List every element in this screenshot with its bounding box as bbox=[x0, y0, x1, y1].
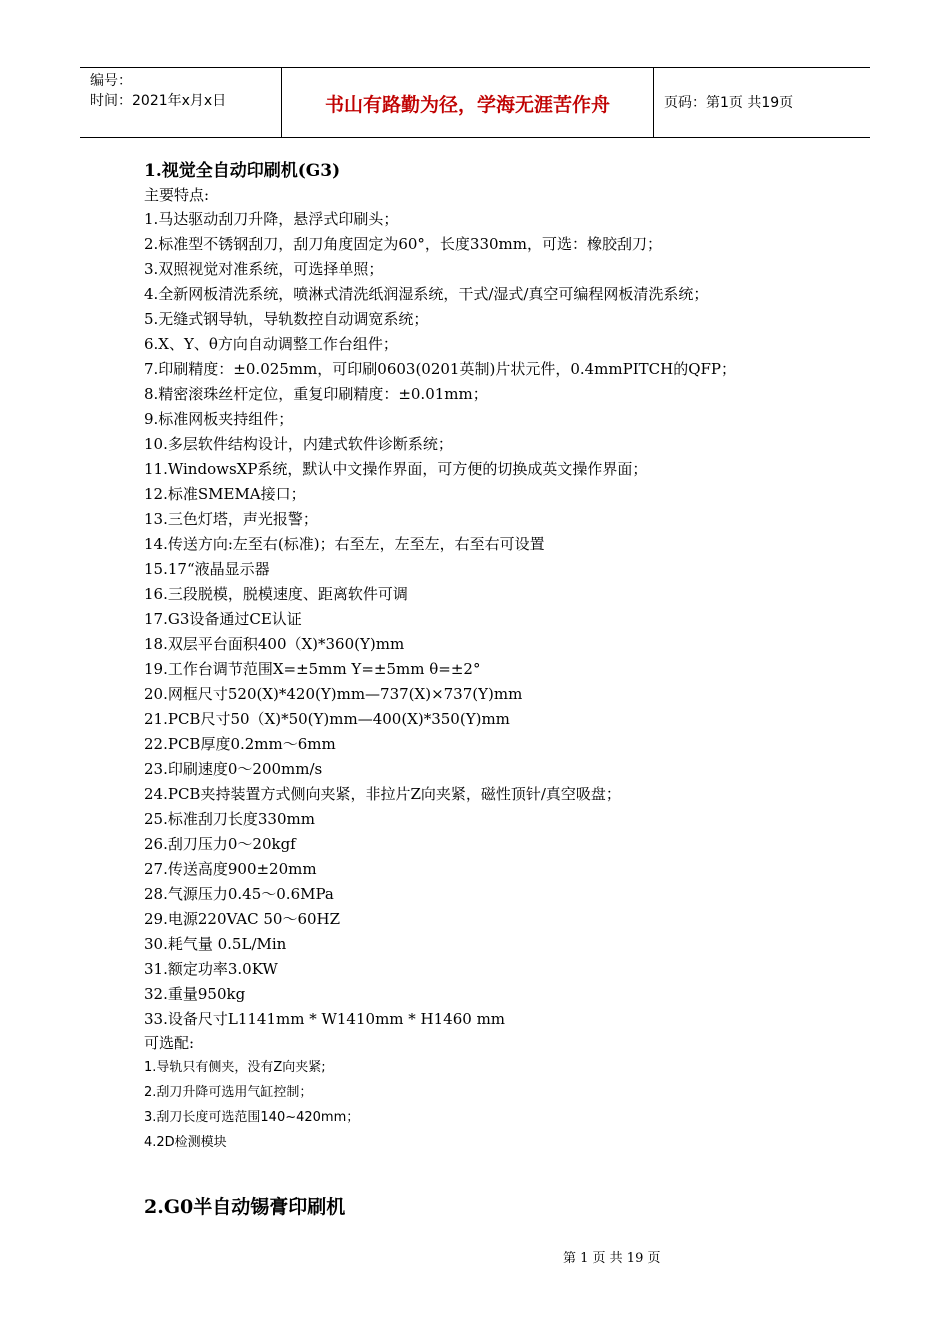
page-footer: 第 1 页 共 19 页 bbox=[563, 1251, 661, 1266]
option-item: 4.2D检测模块 bbox=[144, 1135, 227, 1150]
document-number-label: 编号： bbox=[90, 73, 132, 89]
option-item: 1.导轨只有侧夹，没有Z向夹紧; bbox=[144, 1060, 326, 1075]
feature-item: 3.双照视觉对准系统，可选择单照； bbox=[144, 260, 384, 278]
feature-item: 19.工作台调节范围X=±5mm Y=±5mm θ=±2° bbox=[144, 660, 481, 678]
options-list bbox=[144, 1055, 844, 1155]
feature-item: 8.精密滚珠丝杆定位，重复印刷精度：±0.01mm； bbox=[144, 385, 488, 403]
feature-item: 12.标准SMEMA接口； bbox=[144, 485, 306, 503]
feature-item: 16.三段脱模，脱模速度、距离软件可调 bbox=[144, 585, 408, 603]
header-page-cell bbox=[654, 68, 870, 137]
feature-item: 20.网框尺寸520(X)*420(Y)mm—737(X)×737(Y)mm bbox=[144, 685, 523, 703]
feature-item: 11.WindowsXP系统，默认中文操作界面，可方便的切换成英文操作界面； bbox=[144, 460, 648, 478]
options-label: 可选配: bbox=[144, 1034, 195, 1052]
header-motto-cell bbox=[282, 68, 654, 137]
feature-item: 23.印刷速度0～200mm/s bbox=[144, 760, 323, 778]
document-date: 时间：2021年x月x日 bbox=[90, 93, 227, 109]
feature-item: 22.PCB厚度0.2mm～6mm bbox=[144, 735, 336, 753]
header-page-info: 页码：第1页 共19页 bbox=[664, 95, 794, 111]
feature-item: 2.标准型不锈钢刮刀，刮刀角度固定为60°，长度330mm，可选：橡胶刮刀； bbox=[144, 235, 662, 253]
feature-item: 7.印刷精度：±0.025mm，可印刷0603(0201英制)片状元件，0.4mmPITCH的QFP； bbox=[144, 360, 737, 378]
feature-item: 9.标准网板夹持组件； bbox=[144, 410, 294, 428]
feature-item: 1.马达驱动刮刀升降，悬浮式印刷头； bbox=[144, 210, 399, 228]
header-motto: 书山有路勤为径，学海无涯苦作舟 bbox=[324, 94, 610, 116]
feature-item: 5.无缝式钢导轨，导轨数控自动调宽系统； bbox=[144, 310, 429, 328]
feature-item: 10.多层软件结构设计，内建式软件诊断系统； bbox=[144, 435, 453, 453]
feature-item: 32.重量950kg bbox=[144, 985, 246, 1003]
feature-item: 33.设备尺寸L1141mm * W1410mm * H1460 mm bbox=[144, 1010, 506, 1028]
feature-item: 28.气源压力0.45～0.6MPa bbox=[144, 885, 334, 903]
section-heading-2: 2.G0半自动锡膏印刷机 bbox=[144, 1196, 346, 1218]
option-item: 3.刮刀长度可选范围140~420mm； bbox=[144, 1110, 360, 1125]
feature-item: 21.PCB尺寸50（X)*50(Y)mm—400(X)*350(Y)mm bbox=[144, 710, 510, 728]
feature-item: 14.传送方向:左至右(标准)；右至左，左至左，右至右可设置 bbox=[144, 535, 545, 553]
page-header bbox=[80, 67, 870, 138]
feature-item: 26.刮刀压力0～20kgf bbox=[144, 835, 296, 853]
option-item: 2.刮刀升降可选用气缸控制； bbox=[144, 1085, 313, 1100]
feature-item: 24.PCB夹持装置方式侧向夹紧，非拉片Z向夹紧，磁性顶针/真空吸盘； bbox=[144, 785, 621, 803]
feature-item: 29.电源220VAC 50～60HZ bbox=[144, 910, 341, 928]
feature-item: 31.额定功率3.0KW bbox=[144, 960, 278, 978]
feature-item: 6.X、Y、θ方向自动调整工作台组件； bbox=[144, 335, 398, 353]
feature-item: 27.传送高度900±20mm bbox=[144, 860, 317, 878]
feature-item: 30.耗气量 0.5L/Min bbox=[144, 935, 287, 953]
feature-item: 17.G3设备通过CE认证 bbox=[144, 610, 302, 628]
feature-item: 15.17“液晶显示器 bbox=[144, 560, 270, 578]
document-body bbox=[144, 158, 844, 1155]
feature-item: 18.双层平台面积400（X)*360(Y)mm bbox=[144, 635, 405, 653]
feature-item: 25.标准刮刀长度330mm bbox=[144, 810, 315, 828]
feature-list bbox=[144, 207, 844, 1032]
feature-item: 4.全新网板清洗系统，喷淋式清洗纸润湿系统，干式/湿式/真空可编程网板清洗系统； bbox=[144, 285, 709, 303]
section-heading: 1.视觉全自动印刷机(G3) bbox=[144, 161, 341, 181]
features-intro: 主要特点: bbox=[144, 186, 210, 204]
feature-item: 13.三色灯塔，声光报警； bbox=[144, 510, 318, 528]
header-meta-cell bbox=[80, 68, 282, 137]
